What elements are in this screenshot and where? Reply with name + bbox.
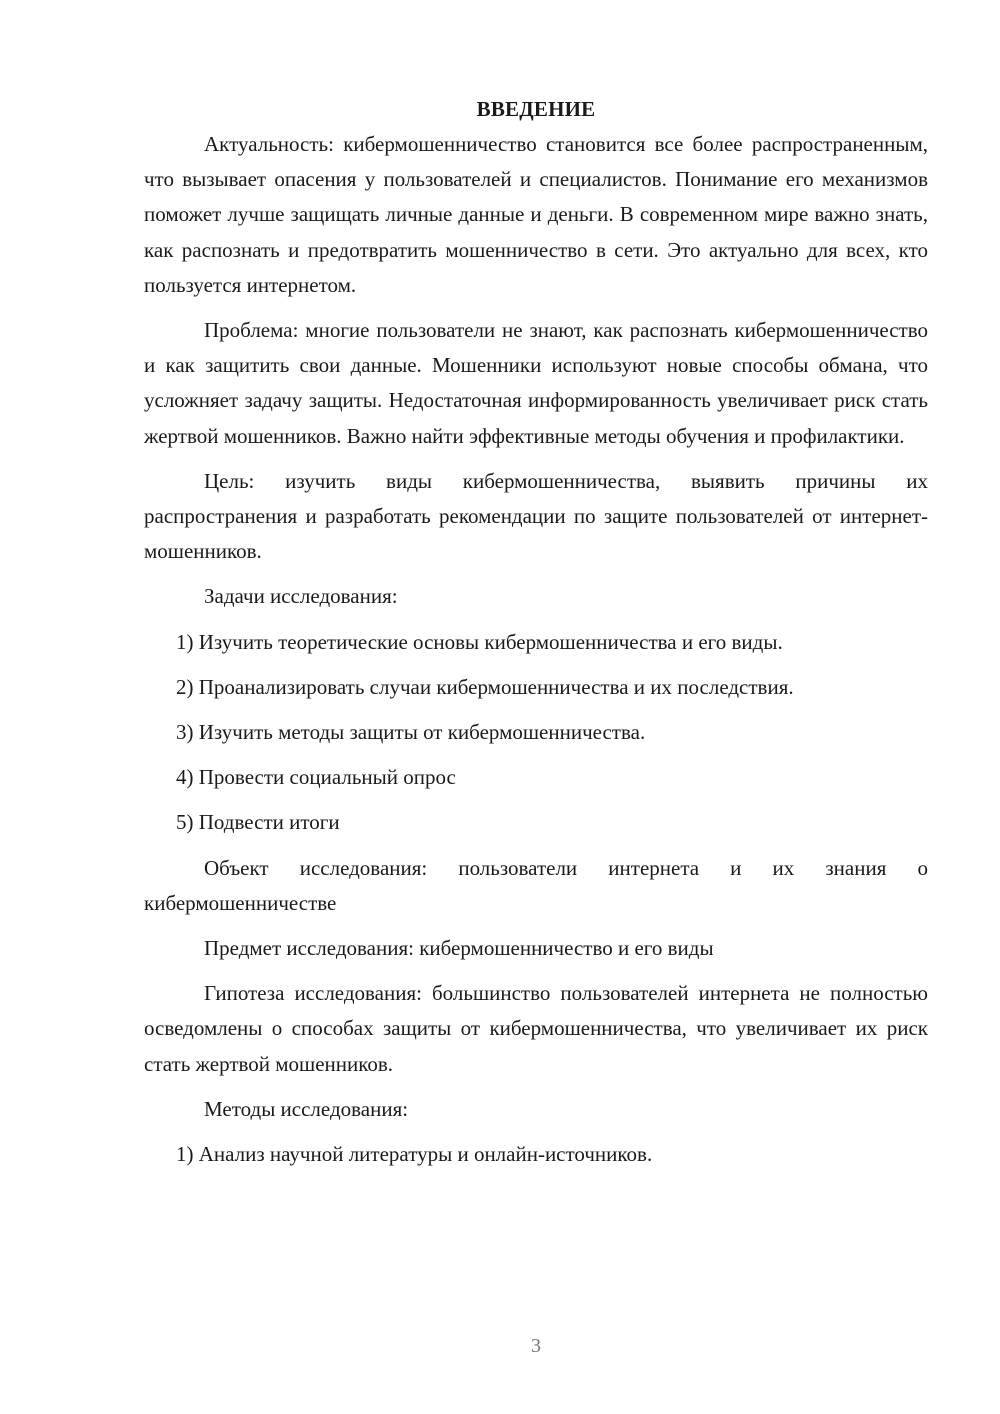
- section-title: ВВЕДЕНИЕ: [476, 97, 596, 121]
- methods-heading: Методы исследования:: [204, 1096, 409, 1121]
- tasks-heading: Задачи исследования:: [204, 584, 398, 609]
- task-item-1: 1) Изучить теоретические основы кибермошенничества и его виды.: [176, 629, 783, 654]
- task-item-4: 4) Провести социальный опрос: [176, 765, 456, 790]
- page-number: 3: [531, 1335, 541, 1357]
- object-paragraph: Объект исследования: пользователи интернета и их знания о кибермошенничестве: [144, 855, 928, 915]
- relevance-paragraph: Актуальность: кибермошенничество становится все более распространенным, что вызывает опасения у пользователей и специалистов. Понимание его механизмов поможет лучше защищать личные данные и деньги. В современном мире важно знать, как распознать и предотвратить мошенничество в сети. Это актуально для всех, кто пользуется интернетом.: [144, 132, 928, 297]
- task-item-2: 2) Проанализировать случаи кибермошенничества и их последствия.: [176, 674, 794, 699]
- document-page: [144, 92, 928, 1182]
- goal-paragraph: Цель: изучить виды кибермошенничества, выявить причины их распространения и разработать рекомендации по защите пользователей от интернет-мошенников.: [144, 468, 928, 564]
- task-item-3: 3) Изучить методы защиты от кибермошенничества.: [176, 720, 646, 745]
- hypothesis-paragraph: Гипотеза исследования: большинство пользователей интернета не полностью осведомлены о способах защиты от кибермошенничества, что увеличивает их риск стать жертвой мошенников.: [144, 981, 928, 1076]
- method-item-1: 1) Анализ научной литературы и онлайн-источников.: [176, 1142, 653, 1167]
- task-item-5: 5) Подвести итоги: [176, 810, 340, 835]
- problem-paragraph: Проблема: многие пользователи не знают, как распознать кибермошенничество и как защитить свои данные. Мошенники используют новые способы обмана, что усложняет задачу защиты. Недостаточная информированность увеличивает риск стать жертвой мошенников. Важно найти эффективные методы обучения и профилактики.: [144, 318, 928, 448]
- subject-paragraph: Предмет исследования: кибермошенничество и его виды: [204, 936, 714, 961]
